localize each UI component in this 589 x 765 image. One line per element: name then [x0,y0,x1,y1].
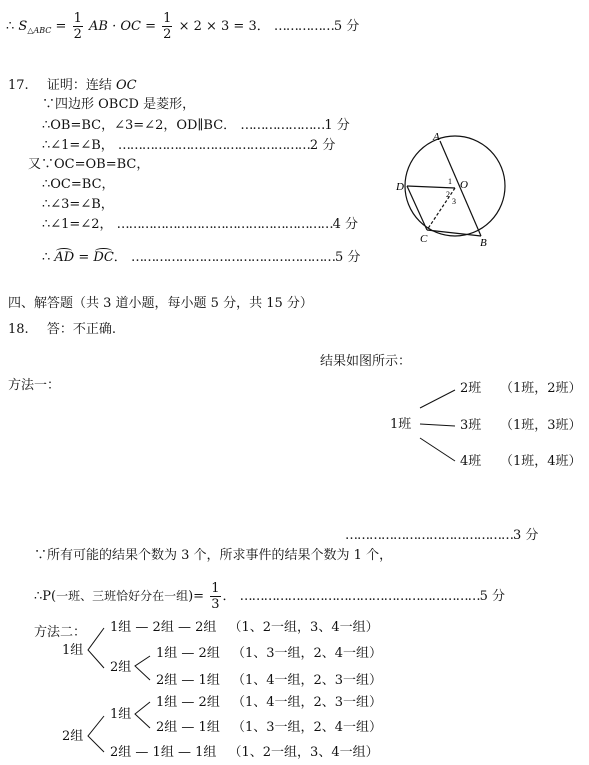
level-a: 2组 [110,745,132,760]
score-mark: 3 分 [513,528,539,543]
proof-line-4 [28,158,149,171]
probability-line [34,582,505,611]
label-b: B [480,237,487,248]
question-number: 18. [8,322,29,337]
proof-line-3 [42,139,335,152]
outcome: （1、3一组，2、4一组） [231,646,383,661]
leader-dots: …………… [273,19,334,34]
area-formula-line [6,12,359,41]
fraction-denominator: 2 [163,27,172,42]
tree2-node: 2组 [110,660,132,675]
leader-dots: …………………………………………………… [239,589,480,604]
proof-conclusion [42,251,360,264]
proof-line-6 [42,198,114,211]
proof-title: 证明：连结 [46,78,112,93]
q18-answer [8,323,116,336]
score-line-3 [345,529,538,542]
label-c: C [420,233,428,245]
branch-line [420,424,455,426]
equals-1: = [55,19,67,34]
tree1-outcome-2: （1班，2班） [500,381,582,396]
leader-dots: …………………………………………… [130,250,335,265]
statement-outcomes: ∵所有可能的结果个数为 3 个，所求事件的结果个数为 1 个， [34,548,393,563]
level-a: 1组 [110,620,132,635]
result-caption: 结果如图所示： [320,354,412,369]
bracket [135,656,150,680]
label-a: A [433,131,440,143]
outcome: （1、2一组，3、4一组） [228,620,379,635]
level-c: 2组 [198,695,220,710]
level-c: 1组 [195,745,217,760]
tree1-node-2: 2班 [460,381,482,396]
equals: = [78,250,90,265]
tree2-node: 1组 [110,707,132,722]
period: ． [113,250,127,265]
proof-text: ∴OB=BC，∠3=∠2，OD∥BC． [42,118,237,133]
therefore-symbol: ∴ [42,250,51,265]
proof-line-2 [42,119,350,132]
period: ． [222,589,236,604]
bracket [88,628,104,668]
proof-text: ∵四边形 OBCD 是菱形， [42,97,196,112]
tree1-node-3: 3班 [460,418,482,433]
level-c: 1组 [198,673,220,688]
section-heading: 四、解答题（共 3 道小题，每小题 5 分，共 15 分） [8,296,313,311]
angle-label-1: 1 [448,177,452,186]
prob-fraction [210,582,220,611]
tree2-row: 2组 — 1组 （1、3一组，2、4一组） [156,720,383,735]
tree2-root-1: 1组 [62,643,84,658]
bracket [88,716,104,752]
proof-line-5 [42,178,115,191]
level-b: 2组 [152,620,174,635]
proof-text: ∴∠1=∠2， [42,217,113,232]
fraction-numerator: 1 [163,11,172,26]
outcome: （1、4一组，2、3一组） [231,695,383,710]
score-mark: 4 分 [332,217,359,232]
fraction-denominator: 3 [211,597,220,612]
answer-text: 答：不正确. [46,322,116,337]
tree2-row: 1组 — 2组 （1、3一组，2、4一组） [156,646,383,661]
outcome: （1、3一组，2、4一组） [231,720,383,735]
prob-event: 一班、三班恰好分在一组 [56,589,189,603]
branch-line [420,390,455,408]
score-mark: 1 分 [324,118,350,133]
proof-text: ∴∠3=∠B， [42,197,114,212]
angle-label-2: 2 [446,190,450,199]
equals-2: = [145,19,157,34]
tree1-root: 1班 [390,417,412,432]
question-number: 17. [8,78,29,93]
label-d: D [396,181,404,193]
tree1-outcome-4: （1班，4班） [500,454,582,469]
leader-dots: ………………… [240,118,325,133]
level-b: 2组 [156,673,178,688]
tree2-row: 1组 — 2组 （1、4一组，2、3一组） [156,695,383,710]
prob-close: )= [188,589,205,604]
label-o: O [460,179,468,191]
q17-header [8,79,137,92]
arc-dc: DC [93,250,114,265]
score-mark: 5 分 [334,250,361,265]
segment-do [407,186,455,188]
proof-line-7 [42,218,358,231]
area-symbol [18,19,51,34]
area-s: S [18,19,28,34]
proof-text: 又∵OC=OB=BC， [28,157,150,172]
prob-open: ∴P( [34,589,57,604]
level-b: 2组 [156,720,178,735]
circle-geometry-figure [390,128,540,248]
tree1-node-4: 4班 [460,454,482,469]
fraction-numerator: 1 [73,11,82,26]
angle-label-3: 3 [452,197,456,206]
segment-oc-dashed [427,188,455,230]
proof-text: ∴OC=BC， [42,177,115,192]
bracket [135,702,150,728]
tree2-row: 1组 — 2组 — 2组 （1、2一组，3、4一组） [110,620,379,635]
branch-line [420,438,455,461]
half-fraction-1 [73,12,83,41]
outcome: （1、4一组，2、3一组） [231,673,383,688]
half-fraction-2 [162,12,172,41]
tree2-row: 2组 — 1组 （1、4一组，2、3一组） [156,673,383,688]
level-c: 2组 [198,646,220,661]
therefore-symbol: ∴ [6,19,15,34]
leader-dots: …………………………………… [345,528,513,543]
method2-label: 方法二： [34,625,87,640]
level-c: 1组 [198,720,220,735]
tree1-outcome-3: （1班，3班） [500,418,582,433]
level-b: 1组 [152,745,174,760]
leader-dots: ………………………………………… [117,138,310,153]
level-b: 1组 [156,646,178,661]
ab-times-oc: AB · OC [89,19,141,34]
tree2-root-2: 2组 [62,729,84,744]
score-mark: 5 分 [333,19,360,34]
proof-line-1 [42,98,195,111]
leader-dots: ……………………………………………… [116,217,333,232]
method1-label: 方法一： [8,378,61,393]
fraction-numerator: 1 [211,581,220,596]
score-mark: 2 分 [309,138,336,153]
proof-title-var: OC [115,78,137,93]
product-expression: × 2 × 3 = 3． [178,19,270,34]
arc-ad: AD [54,250,75,265]
fraction-denominator: 2 [73,27,82,42]
area-subscript: △ABC [27,26,52,35]
proof-text: ∴∠1=∠B， [42,138,114,153]
score-mark: 5 分 [479,589,506,604]
level-b: 1组 [156,695,178,710]
outcome: （1、2一组，3、4一组） [228,745,379,760]
level-c: 2组 [195,620,217,635]
tree2-row: 2组 — 1组 — 1组 （1、2一组，3、4一组） [110,745,379,760]
